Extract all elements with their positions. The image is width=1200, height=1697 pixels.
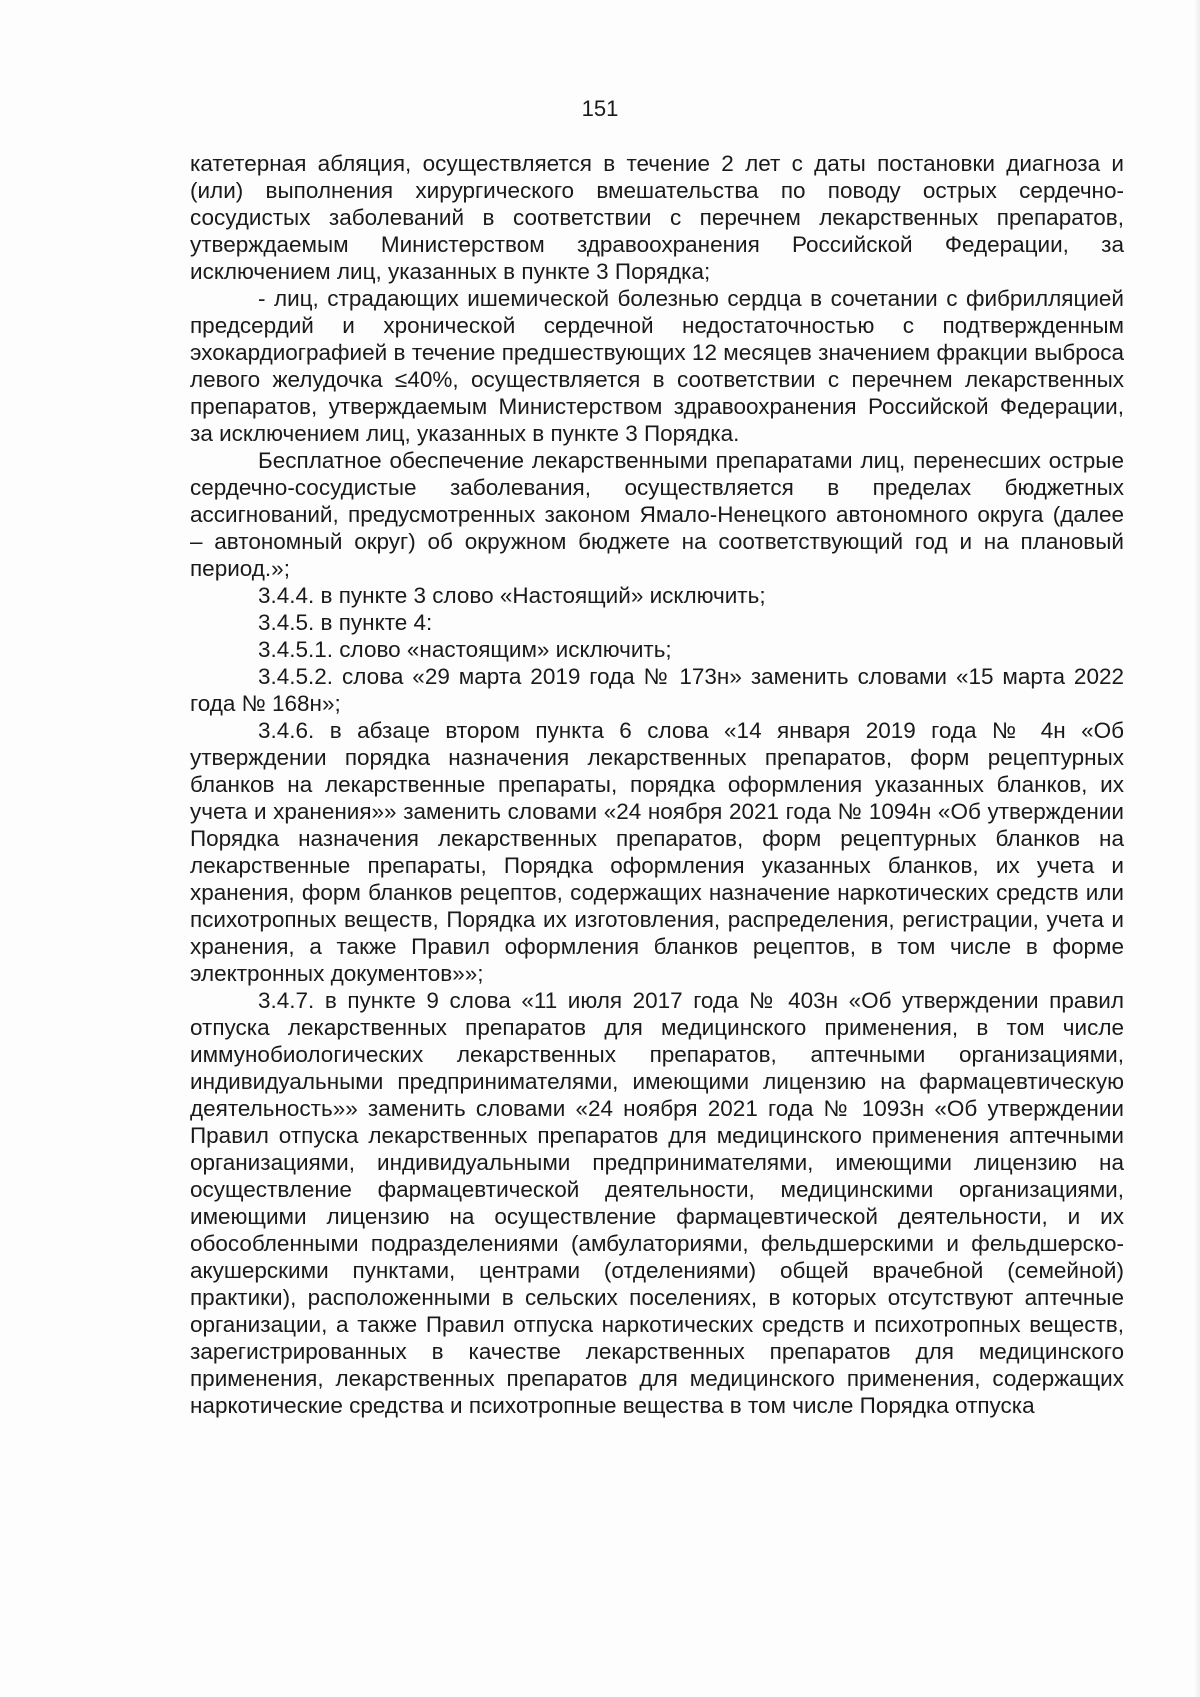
paragraph-3-4-6: 3.4.6. в абзаце втором пункта 6 слова «14 января 2019 года № 4н «Об утверждении порядка назначения лекарственных препаратов, форм рецептурных бланков на лекарственные препараты, порядка оформления указанных бланков, их учета и хранения»» заменить словами «24 ноября 2021 года № 1094н «Об утверждении Порядка назначения лекарственных препаратов, форм рецептурных бланков на лекарственные препараты, Порядка оформления указанных бланков, их учета и хранения, форм бланков рецептов, содержащих назначение наркотических средств или психотропных веществ, Порядка их изготовления, распределения, регистрации, учета и хранения, а также Правил оформления бланков рецептов, в том числе в форме электронных документов»»; xyxy=(190,718,1124,986)
page-edge-shadow xyxy=(1194,0,1200,1697)
page-number: 151 xyxy=(581,96,619,121)
paragraph-3-4-5-2: 3.4.5.2. слова «29 марта 2019 года № 173н» заменить словами «15 марта 2022 года № 168н»; xyxy=(190,664,1124,716)
paragraph-continuation: катетерная абляция, осуществляется в течение 2 лет с даты постановки диагноза и (или) выполнения хирургического вмешательства по поводу острых сердечно-сосудистых заболеваний в соответствии с перечнем лекарственных препаратов, утверждаемым Министерством здравоохранения Российской Федерации, за исключением лиц, указанных в пункте 3 Порядка; xyxy=(190,151,1124,284)
document-body xyxy=(190,150,1124,1419)
paragraph-3-4-4: 3.4.4. в пункте 3 слово «Настоящий» исключить; xyxy=(258,583,766,608)
paragraph-free-provision: Бесплатное обеспечение лекарственными препаратами лиц, перенесших острые сердечно-сосудистые заболевания, осуществляется в пределах бюджетных ассигнований, предусмотренных законом Ямало-Ненецкого автономного округа (далее – автономный округ) об окружном бюджете на соответствующий год и на плановый период.»; xyxy=(190,448,1124,581)
paragraph-3-4-7: 3.4.7. в пункте 9 слова «11 июля 2017 года № 403н «Об утверждении правил отпуска лекарственных препаратов для медицинского применения, в том числе иммунобиологических лекарственных препаратов, аптечными организациями, индивидуальными предпринимателями, имеющими лицензию на фармацевтическую деятельность»» заменить словами «24 ноября 2021 года № 1093н «Об утверждении Правил отпуска лекарственных препаратов для медицинского применения аптечными организациями, индивидуальными предпринимателями, имеющими лицензию на осуществление фармацевтической деятельности, медицинскими организациями, имеющими лицензию на осуществление фармацевтической деятельности, и их обособленными подразделениями (амбулаториями, фельдшерскими и фельдшерско-акушерскими пунктами, центрами (отделениями) общей врачебной (семейной) практики), расположенными в сельских поселениях, в которых отсутствуют аптечные организации, а также Правил отпуска наркотических средств и психотропных веществ, зарегистрированных в качестве лекарственных препаратов для медицинского применения, лекарственных препаратов для медицинского применения, содержащих наркотические средства и психотропные вещества в том числе Порядка отпуска xyxy=(190,988,1124,1418)
paragraph-ischemic-item: - лиц, страдающих ишемической болезнью сердца в сочетании с фибрилляцией предсердий и хронической сердечной недостаточностью с подтвержденным эхокардиографией в течение предшествующих 12 месяцев значением фракции выброса левого желудочка ≤40%, осуществляется в соответствии с перечнем лекарственных препаратов, утверждаемым Министерством здравоохранения Российской Федерации, за исключением лиц, указанных в пункте 3 Порядка. xyxy=(190,286,1124,446)
paragraph-3-4-5: 3.4.5. в пункте 4: xyxy=(258,610,433,635)
paragraph-3-4-5-1: 3.4.5.1. слово «настоящим» исключить; xyxy=(258,637,672,662)
